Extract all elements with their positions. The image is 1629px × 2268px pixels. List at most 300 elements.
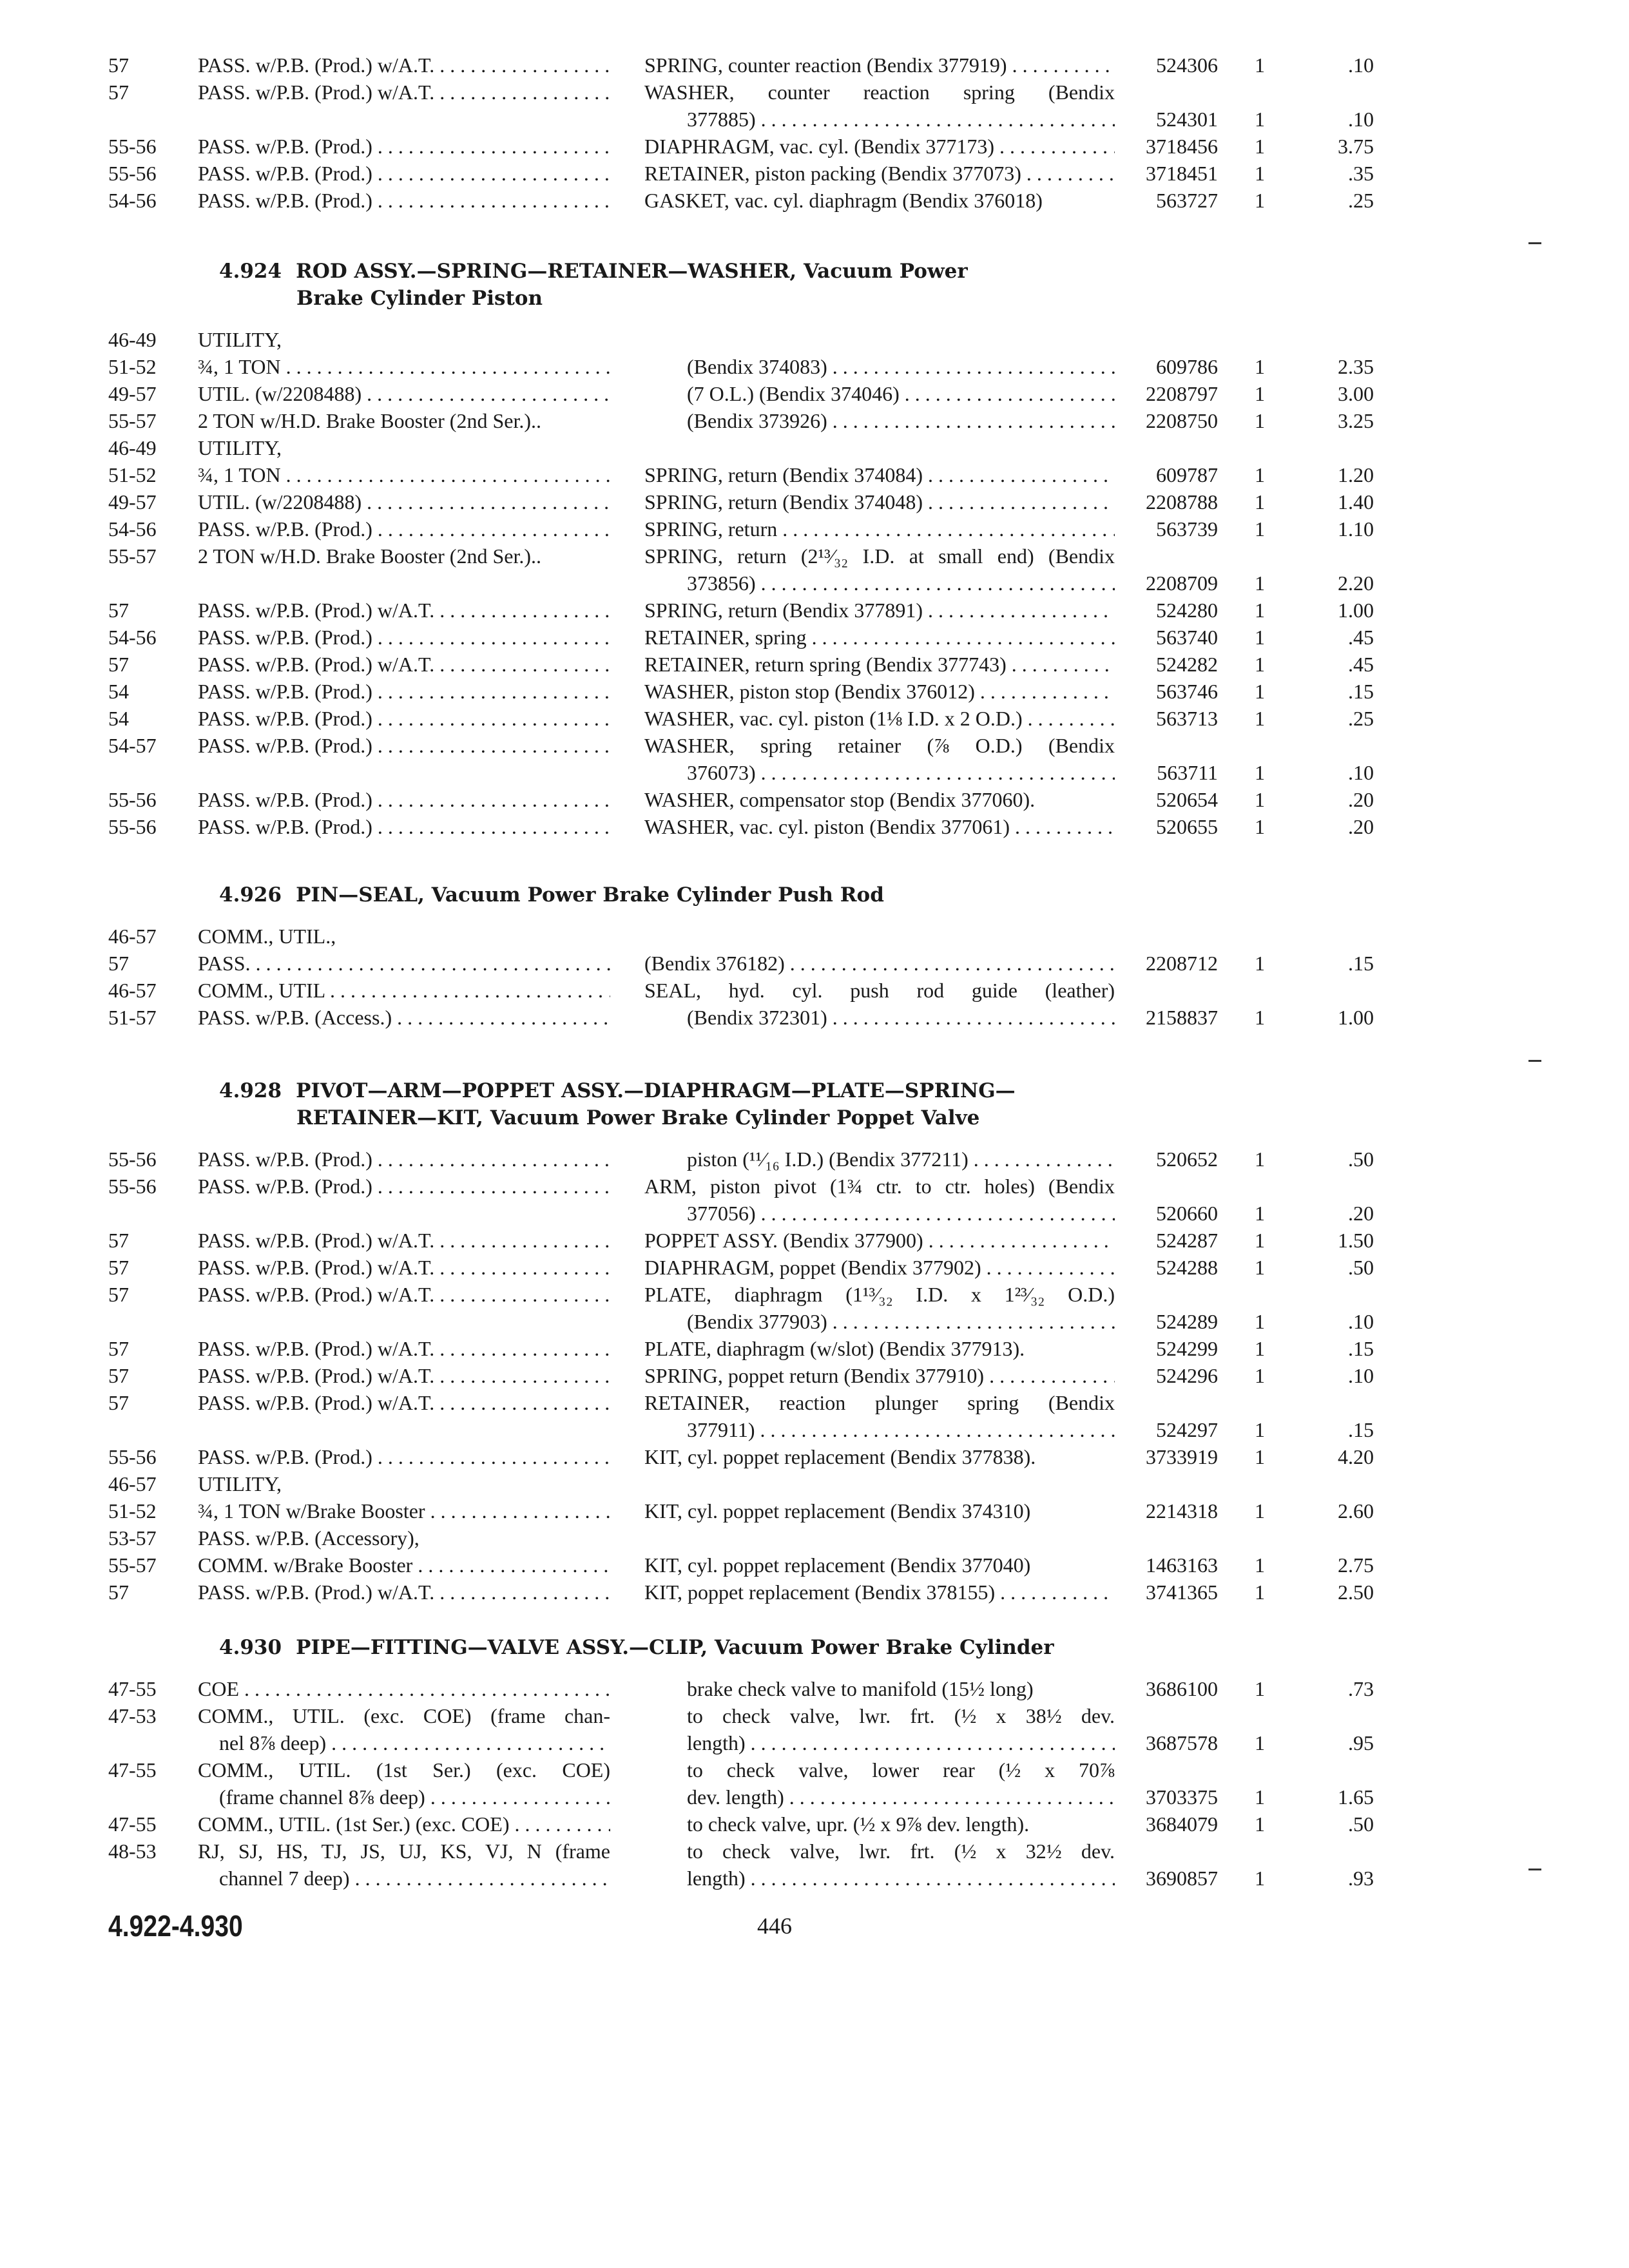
part-description: SPRING, return . . .	[644, 515, 1115, 543]
quantity: 1	[1255, 1812, 1265, 1836]
table-row	[0, 160, 1629, 187]
model-desc: COMM., UTIL. (1st Ser.) (exc. COE)	[198, 1758, 610, 1782]
model-year: 54	[108, 707, 129, 730]
part-number: 3741365	[1146, 1581, 1218, 1604]
model-desc: COMM. w/Brake Booster . . .	[198, 1552, 610, 1579]
price: .15	[1348, 952, 1374, 975]
model-year: 55-56	[108, 162, 157, 185]
model-desc: ¾, 1 TON w/Brake Booster . . .	[198, 1497, 610, 1524]
quantity: 1	[1255, 1553, 1265, 1577]
model-year: 57	[108, 53, 129, 77]
part-number: 524280	[1156, 599, 1218, 622]
part-description: to check valve, lwr. frt. (½ x 38½ dev.	[687, 1704, 1115, 1727]
price: .93	[1348, 1867, 1374, 1890]
quantity: 1	[1255, 626, 1265, 649]
part-number: 520655	[1156, 815, 1218, 838]
part-number: 2208788	[1146, 490, 1218, 514]
part-description: 377056) . . .	[687, 1200, 1115, 1227]
part-description: (Bendix 377903) . . .	[687, 1308, 1115, 1335]
model-year: 46-49	[108, 436, 157, 459]
model-desc: PASS. w/P.B. (Prod.) w/A.T. . . .	[198, 52, 610, 79]
part-number: 524297	[1156, 1418, 1218, 1441]
price: 1.00	[1338, 599, 1374, 622]
model-year: 57	[108, 599, 129, 622]
part-description: SPRING, return (Bendix 374048) . . .	[644, 488, 1115, 515]
model-year: 57	[108, 1256, 129, 1279]
model-year: 57	[108, 1364, 129, 1387]
model-year: 57	[108, 1229, 129, 1252]
model-desc: channel 7 deep) . . .	[219, 1865, 610, 1892]
table-row	[0, 380, 1629, 407]
model-desc: UTIL. (w/2208488) . . .	[198, 380, 610, 407]
part-number: 3686100	[1146, 1677, 1218, 1700]
table-row	[0, 1362, 1629, 1389]
price: .10	[1348, 108, 1374, 131]
price: 3.25	[1338, 409, 1374, 432]
model-year: 47-53	[108, 1704, 157, 1727]
part-description: GASKET, vac. cyl. diaphragm (Bendix 376018)	[644, 189, 1043, 212]
margin-mark	[1528, 1869, 1541, 1870]
quantity: 1	[1255, 1581, 1265, 1604]
table-row	[0, 597, 1629, 624]
price: .10	[1348, 761, 1374, 784]
part-description: SPRING, return (2¹³⁄₃₂ I.D. at small end) (Bendix	[644, 544, 1115, 568]
part-description: (7 O.L.) (Bendix 374046) . . .	[687, 380, 1115, 407]
model-desc: UTILITY,	[198, 1472, 282, 1495]
model-year: 55-56	[108, 1148, 157, 1171]
section-number: 4.926	[219, 883, 282, 907]
price: .95	[1348, 1731, 1374, 1754]
part-description: length) . . .	[687, 1729, 1115, 1756]
price: 1.50	[1338, 1229, 1374, 1252]
quantity: 1	[1255, 517, 1265, 541]
table-row	[0, 488, 1629, 515]
table-row	[0, 1470, 1629, 1497]
quantity: 1	[1255, 1148, 1265, 1171]
part-number: 524301	[1156, 108, 1218, 131]
model-year: 55-57	[108, 544, 157, 568]
model-desc: PASS. w/P.B. (Prod.) w/A.T. . . .	[198, 597, 610, 624]
quantity: 1	[1255, 653, 1265, 676]
model-desc: COE . . .	[198, 1675, 610, 1702]
table-row	[0, 651, 1629, 678]
quantity: 1	[1255, 162, 1265, 185]
price: 1.00	[1338, 1006, 1374, 1029]
model-desc: PASS. w/P.B. (Prod.) . . .	[198, 187, 610, 214]
table-row	[0, 187, 1629, 214]
part-description: RETAINER, spring . . .	[644, 624, 1115, 651]
part-description: WASHER, spring retainer (⅞ O.D.) (Bendix	[644, 734, 1115, 757]
price: 2.20	[1338, 572, 1374, 595]
table-row	[0, 759, 1629, 786]
part-number: 563740	[1156, 626, 1218, 649]
quantity: 1	[1255, 1867, 1265, 1890]
quantity: 1	[1255, 1310, 1265, 1333]
part-number: 524299	[1156, 1337, 1218, 1360]
price: 2.35	[1338, 355, 1374, 378]
price: .10	[1348, 53, 1374, 77]
table-row	[0, 461, 1629, 488]
section-heading	[219, 881, 1153, 908]
table-row	[0, 732, 1629, 759]
model-desc: RJ, SJ, HS, TJ, JS, UJ, KS, VJ, N (frame	[198, 1840, 610, 1863]
model-year: 47-55	[108, 1677, 157, 1700]
table-row	[0, 434, 1629, 461]
model-desc: PASS. w/P.B. (Prod.) w/A.T. . . .	[198, 1389, 610, 1416]
part-number: 524289	[1156, 1310, 1218, 1333]
model-desc: PASS. w/P.B. (Prod.) w/A.T. . . .	[198, 1227, 610, 1254]
model-desc: PASS. w/P.B. (Prod.) . . .	[198, 786, 610, 813]
table-row	[0, 705, 1629, 732]
price: .10	[1348, 1310, 1374, 1333]
quantity: 1	[1255, 952, 1265, 975]
model-year: 47-55	[108, 1758, 157, 1782]
price: .73	[1348, 1677, 1374, 1700]
quantity: 1	[1255, 1499, 1265, 1523]
section-title: PIN—SEAL, Vacuum Power Brake Cylinder Push Rod	[296, 883, 884, 907]
part-description: POPPET ASSY. (Bendix 377900) . . .	[644, 1227, 1115, 1254]
table-row	[0, 1524, 1629, 1552]
quantity: 1	[1255, 490, 1265, 514]
table-row	[0, 353, 1629, 380]
section-title: ROD ASSY.—SPRING—RETAINER—WASHER, Vacuum Power	[296, 260, 968, 283]
part-description: (Bendix 374083) . . .	[687, 353, 1115, 380]
section-range-footer: 4.922-4.930	[108, 1909, 243, 1943]
model-desc: PASS. w/P.B. (Prod.) . . .	[198, 160, 610, 187]
model-year: 49-57	[108, 490, 157, 514]
table-row	[0, 1865, 1629, 1892]
part-number: 563739	[1156, 517, 1218, 541]
part-description: to check valve, upr. (½ x 9⅞ dev. length).	[687, 1812, 1030, 1836]
model-year: 57	[108, 1283, 129, 1306]
model-year: 54	[108, 680, 129, 703]
table-row	[0, 1173, 1629, 1200]
model-year: 46-57	[108, 979, 157, 1002]
table-row	[0, 1497, 1629, 1524]
part-number: 2208709	[1146, 572, 1218, 595]
price: .50	[1348, 1148, 1374, 1171]
price: 1.20	[1338, 463, 1374, 486]
model-desc: COMM., UTIL . . .	[198, 977, 610, 1004]
quantity: 1	[1255, 1364, 1265, 1387]
model-desc: COMM., UTIL. (1st Ser.) (exc. COE) . . .	[198, 1811, 610, 1838]
model-year: 57	[108, 653, 129, 676]
price: .15	[1348, 1337, 1374, 1360]
part-number: 2214318	[1146, 1499, 1218, 1523]
part-description: WASHER, compensator stop (Bendix 377060).	[644, 788, 1036, 811]
model-year: 55-56	[108, 815, 157, 838]
model-year: 51-52	[108, 463, 157, 486]
price: .15	[1348, 1418, 1374, 1441]
model-desc: COMM., UTIL.,	[198, 925, 336, 948]
page-number: 446	[757, 1913, 792, 1939]
table-row	[0, 977, 1629, 1004]
price: 4.20	[1338, 1445, 1374, 1468]
part-number: 3690857	[1146, 1867, 1218, 1890]
table-row	[0, 1004, 1629, 1031]
table-row	[0, 1254, 1629, 1281]
table-row	[0, 1227, 1629, 1254]
table-row	[0, 543, 1629, 570]
table-row	[0, 786, 1629, 813]
part-description: (Bendix 372301) . . .	[687, 1004, 1115, 1031]
part-description: SPRING, return (Bendix 374084) . . .	[644, 461, 1115, 488]
model-year: 49-57	[108, 382, 157, 405]
table-row	[0, 813, 1629, 840]
part-description: RETAINER, piston packing (Bendix 377073) . . .	[644, 160, 1115, 187]
part-description: DIAPHRAGM, vac. cyl. (Bendix 377173) . . .	[644, 133, 1115, 160]
price: .20	[1348, 788, 1374, 811]
part-number: 563713	[1156, 707, 1218, 730]
part-number: 3733919	[1146, 1445, 1218, 1468]
price: 3.75	[1338, 135, 1374, 158]
part-number: 524287	[1156, 1229, 1218, 1252]
quantity: 1	[1255, 1256, 1265, 1279]
model-desc: PASS. . . .	[198, 950, 610, 977]
table-row	[0, 1389, 1629, 1416]
table-row	[0, 1416, 1629, 1443]
quantity: 1	[1255, 680, 1265, 703]
table-row	[0, 407, 1629, 434]
model-desc: PASS. w/P.B. (Prod.) w/A.T. . . .	[198, 1362, 610, 1389]
margin-mark	[1528, 1060, 1541, 1062]
part-description: RETAINER, reaction plunger spring (Bendix	[644, 1391, 1115, 1414]
model-desc: PASS. w/P.B. (Prod.) . . .	[198, 1146, 610, 1173]
part-number: 3718456	[1146, 135, 1218, 158]
model-year: 57	[108, 81, 129, 104]
part-description: piston (¹¹⁄₁₆ I.D.) (Bendix 377211) . . .	[687, 1146, 1115, 1173]
table-row	[0, 1811, 1629, 1838]
model-year: 51-57	[108, 1006, 157, 1029]
table-row	[0, 106, 1629, 133]
table-row	[0, 1579, 1629, 1606]
quantity: 1	[1255, 788, 1265, 811]
table-row	[0, 79, 1629, 106]
model-desc: PASS. w/P.B. (Prod.) . . .	[198, 732, 610, 759]
part-number: 524306	[1156, 53, 1218, 77]
part-description: SPRING, counter reaction (Bendix 377919) . . .	[644, 52, 1115, 79]
table-row	[0, 1756, 1629, 1783]
model-desc: PASS. w/P.B. (Prod.) . . .	[198, 133, 610, 160]
price: 3.00	[1338, 382, 1374, 405]
price: .45	[1348, 653, 1374, 676]
part-description: PLATE, diaphragm (w/slot) (Bendix 377913).	[644, 1337, 1025, 1360]
model-year: 51-52	[108, 1499, 157, 1523]
price: 2.75	[1338, 1553, 1374, 1577]
part-number: 3687578	[1146, 1731, 1218, 1754]
quantity: 1	[1255, 1006, 1265, 1029]
quantity: 1	[1255, 599, 1265, 622]
part-number: 3684079	[1146, 1812, 1218, 1836]
section-number: 4.928	[219, 1079, 282, 1102]
model-desc: PASS. w/P.B. (Access.) . . .	[198, 1004, 610, 1031]
model-year: 55-56	[108, 1445, 157, 1468]
part-description: (Bendix 376182) . . .	[644, 950, 1115, 977]
model-year: 46-57	[108, 925, 157, 948]
section-heading	[219, 258, 1153, 285]
part-description: KIT, cyl. poppet replacement (Bendix 377838).	[644, 1445, 1036, 1468]
model-desc: ¾, 1 TON . . .	[198, 461, 610, 488]
quantity: 1	[1255, 463, 1265, 486]
part-number: 2208712	[1146, 952, 1218, 975]
table-row	[0, 326, 1629, 353]
part-description: WASHER, counter reaction spring (Bendix	[644, 81, 1115, 104]
part-number: 2208797	[1146, 382, 1218, 405]
quantity: 1	[1255, 355, 1265, 378]
price: 1.65	[1338, 1785, 1374, 1809]
model-desc: PASS. w/P.B. (Prod.) w/A.T. . . .	[198, 79, 610, 106]
quantity: 1	[1255, 108, 1265, 131]
section-number: 4.930	[219, 1636, 282, 1659]
part-number: 520654	[1156, 788, 1218, 811]
table-row	[0, 1552, 1629, 1579]
part-number: 609786	[1156, 355, 1218, 378]
part-description: KIT, poppet replacement (Bendix 378155) . . .	[644, 1579, 1115, 1606]
section-title-cont: Brake Cylinder Piston	[296, 287, 543, 310]
model-year: 54-56	[108, 626, 157, 649]
model-desc: nel 8⅞ deep) . . .	[219, 1729, 610, 1756]
quantity: 1	[1255, 1418, 1265, 1441]
price: .35	[1348, 162, 1374, 185]
table-row	[0, 1308, 1629, 1335]
table-row	[0, 1443, 1629, 1470]
part-description: KIT, cyl. poppet replacement (Bendix 377040)	[644, 1553, 1031, 1577]
model-year: 57	[108, 1581, 129, 1604]
model-year: 55-56	[108, 1175, 157, 1198]
price: 1.10	[1338, 517, 1374, 541]
table-row	[0, 52, 1629, 79]
part-description: 377885) . . .	[687, 106, 1115, 133]
section-heading	[219, 1634, 1153, 1661]
quantity: 1	[1255, 135, 1265, 158]
quantity: 1	[1255, 1677, 1265, 1700]
part-number: 3703375	[1146, 1785, 1218, 1809]
model-desc: PASS. w/P.B. (Prod.) . . .	[198, 678, 610, 705]
price: .10	[1348, 1364, 1374, 1387]
part-number: 520652	[1156, 1148, 1218, 1171]
part-description: KIT, cyl. poppet replacement (Bendix 374310)	[644, 1499, 1031, 1523]
part-description: brake check valve to manifold (15½ long)	[687, 1677, 1034, 1700]
table-row	[0, 1729, 1629, 1756]
quantity: 1	[1255, 409, 1265, 432]
model-year: 53-57	[108, 1526, 157, 1550]
table-row	[0, 1783, 1629, 1811]
section-title: PIVOT—ARM—POPPET ASSY.—DIAPHRAGM—PLATE—SPRING—	[296, 1079, 1016, 1102]
quantity: 1	[1255, 761, 1265, 784]
part-description: 373856) . . .	[687, 570, 1115, 597]
part-description: SPRING, return (Bendix 377891) . . .	[644, 597, 1115, 624]
part-number: 563746	[1156, 680, 1218, 703]
margin-mark	[1528, 242, 1541, 244]
price: .20	[1348, 815, 1374, 838]
model-desc: PASS. w/P.B. (Prod.) . . .	[198, 813, 610, 840]
model-desc: PASS. w/P.B. (Prod.) w/A.T. . . .	[198, 1281, 610, 1308]
quantity: 1	[1255, 53, 1265, 77]
table-row	[0, 1675, 1629, 1702]
model-desc: UTILITY,	[198, 328, 282, 351]
model-desc: PASS. w/P.B. (Prod.) w/A.T. . . .	[198, 1579, 610, 1606]
model-year: 55-57	[108, 409, 157, 432]
part-description: to check valve, lwr. frt. (½ x 32½ dev.	[687, 1840, 1115, 1863]
part-description: DIAPHRAGM, poppet (Bendix 377902) . . .	[644, 1254, 1115, 1281]
model-desc: PASS. w/P.B. (Prod.) . . .	[198, 515, 610, 543]
section-heading	[219, 1077, 1153, 1104]
model-desc: PASS. w/P.B. (Prod.) . . .	[198, 624, 610, 651]
model-desc: UTIL. (w/2208488) . . .	[198, 488, 610, 515]
quantity: 1	[1255, 572, 1265, 595]
model-year: 55-56	[108, 788, 157, 811]
table-row	[0, 133, 1629, 160]
part-description: (Bendix 373926) . . .	[687, 407, 1115, 434]
section-title: PIPE—FITTING—VALVE ASSY.—CLIP, Vacuum Power Brake Cylinder	[296, 1636, 1054, 1659]
model-year: 54-56	[108, 517, 157, 541]
part-number: 563711	[1157, 761, 1218, 784]
model-desc: PASS. w/P.B. (Prod.) . . .	[198, 705, 610, 732]
part-number: 2158837	[1146, 1006, 1218, 1029]
part-description: WASHER, vac. cyl. piston (Bendix 377061) . . .	[644, 813, 1115, 840]
table-row	[0, 570, 1629, 597]
table-row	[0, 1335, 1629, 1362]
quantity: 1	[1255, 189, 1265, 212]
part-description: 376073) . . .	[687, 759, 1115, 786]
quantity: 1	[1255, 707, 1265, 730]
part-number: 520660	[1156, 1202, 1218, 1225]
table-row	[0, 1838, 1629, 1865]
table-row	[0, 923, 1629, 950]
model-desc: (frame channel 8⅞ deep) . . .	[219, 1783, 610, 1811]
price: 2.50	[1338, 1581, 1374, 1604]
model-year: 57	[108, 1337, 129, 1360]
section-number: 4.924	[219, 260, 282, 283]
part-description: to check valve, lower rear (½ x 70⅞	[687, 1758, 1115, 1782]
model-desc: PASS. w/P.B. (Prod.) w/A.T. . . .	[198, 651, 610, 678]
quantity: 1	[1255, 1337, 1265, 1360]
model-desc: PASS. w/P.B. (Prod.) w/A.T. . . .	[198, 1254, 610, 1281]
part-number: 3718451	[1146, 162, 1218, 185]
price: .50	[1348, 1812, 1374, 1836]
table-row	[0, 1281, 1629, 1308]
model-year: 46-57	[108, 1472, 157, 1495]
model-year: 54-57	[108, 734, 157, 757]
model-desc: PASS. w/P.B. (Prod.) . . .	[198, 1443, 610, 1470]
part-description: 377911) . . .	[687, 1416, 1115, 1443]
table-row	[0, 950, 1629, 977]
quantity: 1	[1255, 1785, 1265, 1809]
section-title-cont: RETAINER—KIT, Vacuum Power Brake Cylinder Poppet Valve	[296, 1106, 980, 1129]
model-year: 54-56	[108, 189, 157, 212]
part-number: 524288	[1156, 1256, 1218, 1279]
price: 2.60	[1338, 1499, 1374, 1523]
quantity: 1	[1255, 382, 1265, 405]
model-year: 46-49	[108, 328, 157, 351]
model-desc: UTILITY,	[198, 436, 282, 459]
table-row	[0, 515, 1629, 543]
price: 1.40	[1338, 490, 1374, 514]
part-description: SPRING, poppet return (Bendix 377910) . . .	[644, 1362, 1115, 1389]
part-number: 2208750	[1146, 409, 1218, 432]
table-row	[0, 624, 1629, 651]
part-description: dev. length) . . .	[687, 1783, 1115, 1811]
price: .25	[1348, 707, 1374, 730]
part-description: RETAINER, return spring (Bendix 377743) . . .	[644, 651, 1115, 678]
model-desc: PASS. w/P.B. (Prod.) w/A.T. . . .	[198, 1335, 610, 1362]
price: .25	[1348, 189, 1374, 212]
part-description: SEAL, hyd. cyl. push rod guide (leather)	[644, 979, 1115, 1002]
model-year: 57	[108, 1391, 129, 1414]
part-description: WASHER, piston stop (Bendix 376012) . . .	[644, 678, 1115, 705]
quantity: 1	[1255, 1229, 1265, 1252]
model-year: 55-57	[108, 1553, 157, 1577]
